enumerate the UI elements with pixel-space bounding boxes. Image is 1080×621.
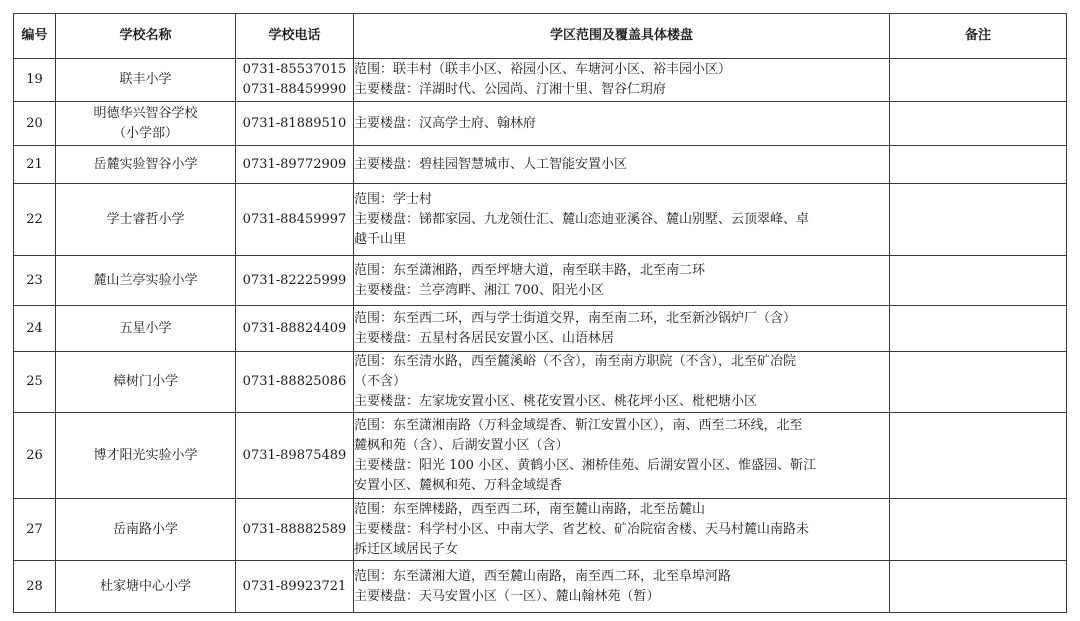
cell-no: 19 — [14, 59, 56, 102]
cell-school-phone — [236, 413, 354, 499]
cell-note — [890, 102, 1067, 146]
cell-school-phone — [236, 59, 354, 102]
table-row — [14, 352, 1067, 413]
district-range-line: 范围：联丰村（联丰小区、裕园小区、车塘河小区、裕丰园小区） — [354, 62, 732, 77]
cell-note — [890, 413, 1067, 499]
cell-district-range — [354, 59, 890, 102]
cell-district-range — [354, 184, 890, 256]
cell-note — [890, 59, 1067, 102]
cell-district-range — [354, 499, 890, 561]
table-row — [14, 306, 1067, 352]
district-range-line: 拆迁区域居民子女 — [354, 541, 459, 557]
cell-school-name — [56, 352, 236, 413]
cell-no: 28 — [14, 561, 56, 613]
header-no: 编号 — [14, 14, 56, 59]
cell-note — [890, 184, 1067, 256]
school-district-table — [13, 13, 1067, 613]
cell-no: 21 — [14, 146, 56, 184]
cell-note — [890, 306, 1067, 352]
table-header-row — [14, 14, 1067, 59]
cell-note — [890, 256, 1067, 306]
cell-no: 20 — [14, 102, 56, 146]
district-range-line: 主要楼盘：锑都家园、九龙领仕汇、麓山恋迪亚溪谷、麓山别墅、云顶翠峰、卓 — [354, 211, 810, 227]
header-school-phone: 学校电话 — [236, 14, 354, 59]
cell-school-phone — [236, 306, 354, 352]
district-range-line: 主要楼盘：兰亭湾畔、湘江 700、阳光小区 — [354, 282, 604, 298]
header-school-name: 学校名称 — [56, 14, 236, 59]
phone-number: 0731-89772909 — [242, 156, 347, 172]
phone-number: 0731-88459990 — [242, 82, 347, 97]
header-district-range: 学区范围及覆盖具体楼盘 — [354, 14, 890, 59]
cell-district-range — [354, 413, 890, 499]
cell-school-name — [56, 102, 236, 146]
cell-school-phone — [236, 146, 354, 184]
district-range-line: 主要楼盘：左家垅安置小区、桃花安置小区、桃花坪小区、枇杷塘小区 — [354, 394, 758, 409]
phone-number: 0731-89923721 — [242, 578, 347, 594]
district-range-line: 范围：东至潇湘大道，西至麓山南路，南至西二环，北至阜埠河路 — [354, 568, 732, 584]
cell-district-range — [354, 102, 890, 146]
district-range-line: 越千山里 — [354, 231, 407, 247]
cell-district-range — [354, 561, 890, 613]
cell-school-name — [56, 59, 236, 102]
phone-number: 0731-81889510 — [242, 115, 347, 131]
cell-school-name — [56, 146, 236, 184]
district-range-line: 主要楼盘：天马安置小区（一区）、麓山翰林苑（暂） — [354, 588, 660, 604]
cell-no: 24 — [14, 306, 56, 352]
district-range-line: 安置小区、麓枫和苑、万科金域缇香 — [354, 477, 563, 493]
cell-school-name — [56, 184, 236, 256]
cell-note — [890, 499, 1067, 561]
school-name-line: 学士睿哲小学 — [106, 211, 185, 227]
district-range-line: 主要楼盘：五星村各居民安置小区、山语林居 — [354, 330, 615, 346]
phone-number: 0731-88459997 — [242, 211, 347, 227]
school-name-line: 麓山兰亭实验小学 — [93, 272, 198, 288]
district-range-line: 主要楼盘：碧桂园智慧城市、人工智能安置小区 — [354, 156, 628, 172]
cell-school-phone — [236, 256, 354, 306]
phone-number: 0731-89875489 — [242, 447, 347, 463]
cell-district-range — [354, 256, 890, 306]
table-row — [14, 499, 1067, 561]
school-name-line: 岳麓实验智谷小学 — [93, 156, 198, 172]
table-row — [14, 561, 1067, 613]
cell-note — [890, 352, 1067, 413]
table-row — [14, 59, 1067, 102]
school-name-line: 联丰小学 — [119, 72, 172, 87]
school-name-line: 五星小学 — [119, 320, 172, 336]
table-row — [14, 184, 1067, 256]
phone-number: 0731-88882589 — [242, 521, 347, 537]
district-range-line: 范围：东至西二环，西与学士街道交界，南至南二环，北至新沙锅炉厂（含） — [354, 310, 797, 326]
cell-note — [890, 561, 1067, 613]
header-note: 备注 — [890, 14, 1067, 59]
cell-no: 23 — [14, 256, 56, 306]
district-range-line: 主要楼盘：科学村小区、中南大学、省艺校、矿冶院宿舍楼、天马村麓山南路未 — [354, 521, 810, 537]
table-row — [14, 102, 1067, 146]
cell-district-range — [354, 146, 890, 184]
school-name-line: 明德华兴智谷学校 — [93, 105, 198, 121]
district-range-line: 主要楼盘：洋湖时代、公园尚、汀湘十里、智谷仁玥府 — [354, 82, 667, 97]
district-range-line: 范围：东至潇湘路，西至坪塘大道，南至联丰路，北至南二环 — [354, 262, 706, 278]
phone-number: 0731-82225999 — [242, 272, 347, 288]
table-row — [14, 146, 1067, 184]
district-range-line: 范围：东至潇湘南路（万科金域缇香、靳江安置小区），南、西至二环线，北至 — [354, 417, 803, 433]
cell-school-phone — [236, 102, 354, 146]
cell-school-name — [56, 561, 236, 613]
school-name-line: 樟树门小学 — [112, 374, 178, 389]
cell-note — [890, 146, 1067, 184]
table-body — [14, 59, 1067, 613]
school-name-line: 博才阳光实验小学 — [93, 447, 198, 463]
district-range-line: （不含） — [354, 374, 407, 389]
cell-school-phone — [236, 184, 354, 256]
cell-school-phone — [236, 561, 354, 613]
district-range-line: 范围：学士村 — [354, 191, 433, 207]
school-name-line: 杜家塘中心小学 — [99, 578, 191, 594]
district-range-line: 范围：东至清水路，西至麓溪峪（不含），南至南方职院（不含），北至矿冶院 — [354, 354, 797, 369]
district-range-line: 主要楼盘：汉高学士府、翰林府 — [354, 115, 537, 131]
phone-number: 0731-85537015 — [242, 62, 347, 77]
school-name-line: （小学部） — [112, 125, 178, 141]
cell-school-name — [56, 499, 236, 561]
cell-school-phone — [236, 499, 354, 561]
district-range-line: 范围：东至牌楼路，西至西二环，南至麓山南路，北至岳麓山 — [354, 501, 706, 517]
cell-no: 22 — [14, 184, 56, 256]
table-row — [14, 413, 1067, 499]
school-district-table-container — [13, 13, 1067, 613]
cell-no: 25 — [14, 352, 56, 413]
school-name-line: 岳南路小学 — [112, 521, 178, 537]
phone-number: 0731-88825086 — [242, 374, 347, 389]
cell-school-name — [56, 413, 236, 499]
cell-school-name — [56, 256, 236, 306]
district-range-line: 主要楼盘：阳光 100 小区、黄鹤小区、湘桥佳苑、后湖安置小区、惟盛园、靳江 — [354, 457, 817, 473]
cell-no: 26 — [14, 413, 56, 499]
cell-district-range — [354, 306, 890, 352]
phone-number: 0731-88824409 — [242, 320, 347, 336]
table-row — [14, 256, 1067, 306]
cell-school-phone — [236, 352, 354, 413]
cell-no: 27 — [14, 499, 56, 561]
cell-district-range — [354, 352, 890, 413]
district-range-line: 麓枫和苑（含）、后湖安置小区（含） — [354, 437, 569, 453]
cell-school-name — [56, 306, 236, 352]
